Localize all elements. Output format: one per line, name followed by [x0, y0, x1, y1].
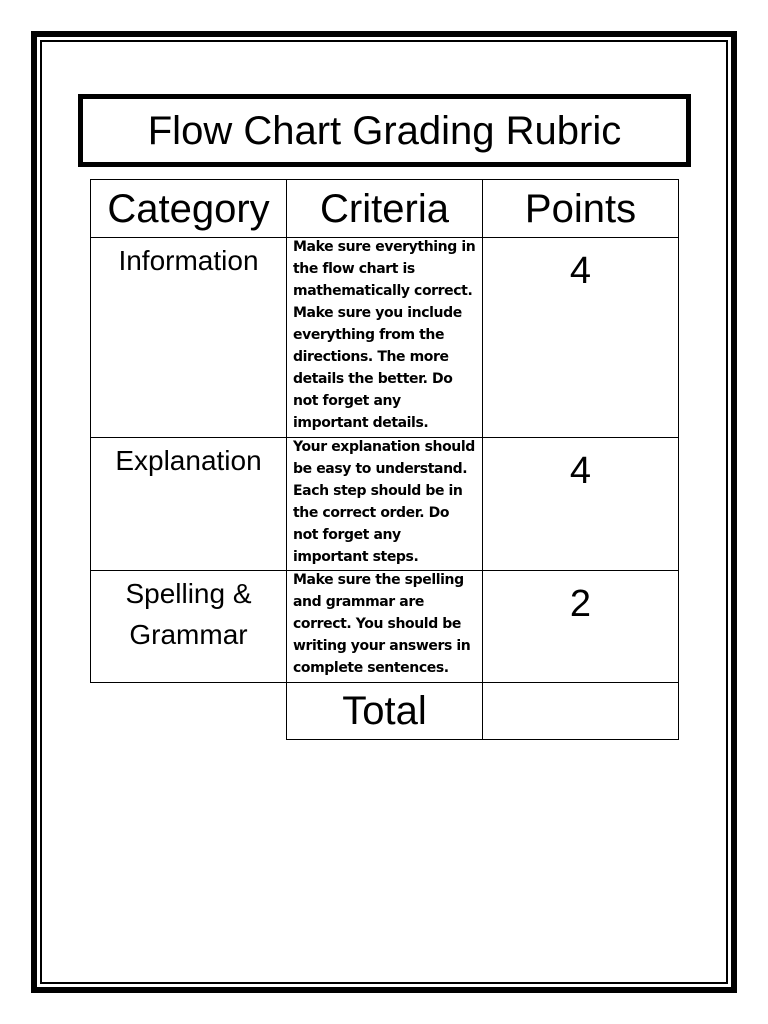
table-header-row: [91, 180, 679, 238]
criteria-text: Your explanation should be easy to understand. Each step should be in the correct order. Do not forget any important steps.: [293, 439, 475, 565]
table-row: [91, 238, 679, 438]
header-points: Points: [483, 180, 679, 238]
criteria-cell: [287, 238, 483, 438]
header-criteria: Criteria: [287, 180, 483, 238]
header-category: Category: [91, 180, 287, 238]
criteria-text: Make sure everything in the flow chart is mathematically correct. Make sure you include everything from the directions. The more details the better. Do not forget any important details.: [293, 239, 476, 431]
points-cell: 2: [483, 571, 679, 683]
criteria-cell: [287, 438, 483, 571]
rubric-table: [90, 179, 679, 740]
points-cell: 4: [483, 438, 679, 571]
category-cell: Information: [91, 238, 287, 438]
title-box: [78, 94, 691, 167]
category-cell: Explanation: [91, 438, 287, 571]
points-cell: 4: [483, 238, 679, 438]
page-title: Flow Chart Grading Rubric: [147, 108, 622, 153]
blank-cell: [91, 683, 287, 740]
total-value-cell[interactable]: [483, 683, 679, 740]
total-row: [91, 683, 679, 740]
table-row: [91, 438, 679, 571]
total-label: Total: [287, 683, 483, 740]
criteria-cell: [287, 571, 483, 683]
table-row: [91, 571, 679, 683]
criteria-text: Make sure the spelling and grammar are correct. You should be writing your answers in complete sentences.: [293, 572, 471, 676]
category-cell: Spelling & Grammar: [91, 571, 287, 683]
